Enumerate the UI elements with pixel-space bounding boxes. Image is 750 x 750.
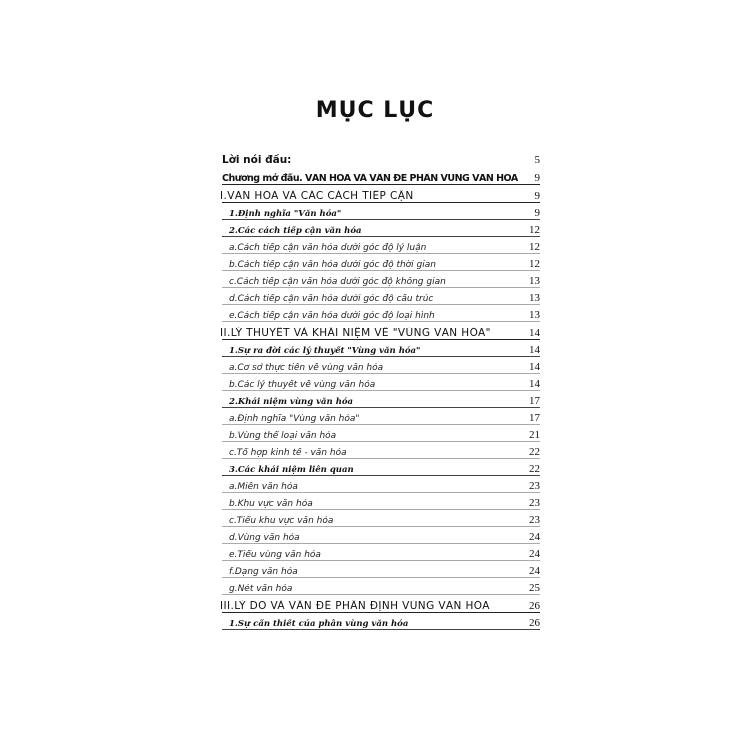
toc-entry-page: 13 xyxy=(529,309,540,321)
toc-entry xyxy=(222,166,540,185)
toc-entry xyxy=(222,203,540,220)
toc-entry-label: g.Nét văn hóa xyxy=(229,584,293,594)
toc-entry-page: 12 xyxy=(529,241,540,253)
toc-entry-page: 9 xyxy=(534,172,540,184)
toc-entry-label: d.Cách tiếp cận văn hóa dưới góc độ cấu trúc xyxy=(229,294,434,304)
toc-entry xyxy=(222,391,540,408)
toc-entry xyxy=(222,613,540,630)
toc-entry xyxy=(222,322,540,340)
toc-entry-page: 25 xyxy=(529,582,540,594)
toc-entry-label: 2.Khái niệm vùng văn hóa xyxy=(229,397,354,407)
toc-entry-label: 1.Định nghĩa "Văn hóa" xyxy=(229,209,342,219)
toc-entry-label: 1.Sự ra đời các lý thuyết "Vùng văn hóa" xyxy=(229,346,421,356)
toc-entry xyxy=(222,357,540,374)
toc-entry-page: 17 xyxy=(529,395,540,407)
toc-entry-label: 2.Các cách tiếp cận văn hóa xyxy=(229,226,362,236)
toc-entry-label: b.Vùng thể loại văn hóa xyxy=(229,431,337,441)
toc-entry xyxy=(222,578,540,595)
toc-entry-label: e.Tiểu vùng văn hóa xyxy=(229,550,321,560)
page-title: MỤC LỤC xyxy=(315,98,435,123)
toc-entry-label: b.Cách tiếp cận văn hóa dưới góc độ thời gian xyxy=(229,260,436,270)
toc-entry xyxy=(222,254,540,271)
toc-entry-page: 23 xyxy=(529,497,540,509)
toc-entry-label: a.Miền văn hóa xyxy=(229,482,298,492)
toc-entry xyxy=(222,237,540,254)
toc-entry xyxy=(222,425,540,442)
toc-entry-page: 23 xyxy=(529,480,540,492)
toc-entry-page: 22 xyxy=(529,463,540,475)
toc-entry xyxy=(222,271,540,288)
toc-entry xyxy=(222,493,540,510)
toc-entry-page: 5 xyxy=(534,154,540,166)
toc-entry-label: b.Các lý thuyết về vùng văn hóa xyxy=(229,380,376,390)
toc-entry-page: 21 xyxy=(529,429,540,441)
toc-entry-label: b.Khu vực văn hóa xyxy=(229,499,313,509)
toc-entry-page: 17 xyxy=(529,412,540,424)
toc-entry xyxy=(222,220,540,237)
toc-entry-label: Chương mở đầu. VĂN HÓA VÀ VẤN ĐỀ PHÂN VÙNG VĂN HÓA xyxy=(222,173,518,184)
toc-entry xyxy=(222,595,540,613)
toc-entry-page: 13 xyxy=(529,292,540,304)
toc-entry-label: a.Định nghĩa "Vùng văn hóa" xyxy=(229,414,360,424)
toc-entry-label: I.VĂN HÓA VÀ CÁC CÁCH TIẾP CẬN xyxy=(220,190,414,202)
toc-entry xyxy=(222,340,540,357)
toc-entry xyxy=(222,442,540,459)
toc-entry-label: c.Tiểu khu vực văn hóa xyxy=(229,516,334,526)
toc-entry-page: 12 xyxy=(529,224,540,236)
toc-entry-label: 3.Các khái niệm liên quan xyxy=(229,465,354,475)
toc-entry xyxy=(222,476,540,493)
toc-entry xyxy=(222,510,540,527)
toc-entry-page: 14 xyxy=(529,361,540,373)
toc-entry xyxy=(222,527,540,544)
toc-entry-page: 9 xyxy=(534,207,540,219)
toc-entry xyxy=(222,185,540,203)
toc-entry-label: a.Cách tiếp cận văn hóa dưới góc độ lý luận xyxy=(229,243,427,253)
toc-entry-label: c.Tổ hợp kinh tế - văn hóa xyxy=(229,448,347,458)
toc-entry-page: 26 xyxy=(529,617,540,629)
toc-entry-label: II.LÝ THUYẾT VÀ KHÁI NIỆM VỀ "VÙNG VĂN HÓA" xyxy=(220,327,491,339)
toc-entry xyxy=(222,288,540,305)
toc-entry xyxy=(222,408,540,425)
toc-entry-label: Lời nói đầu: xyxy=(222,154,292,166)
toc-entry-page: 24 xyxy=(529,531,540,543)
toc-entry-page: 22 xyxy=(529,446,540,458)
toc-entry-label: f.Dạng văn hóa xyxy=(229,567,298,577)
toc-entry-label: III.LÝ DO VÀ VẤN ĐỀ PHÂN ĐỊNH VÙNG VĂN HÓA xyxy=(220,600,490,612)
toc-entry-label: d.Vùng văn hóa xyxy=(229,533,300,543)
toc-entry-label: a.Cơ sở thực tiễn về vùng văn hóa xyxy=(229,363,384,373)
table-of-contents xyxy=(222,148,540,630)
toc-entry-page: 14 xyxy=(529,344,540,356)
toc-entry-page: 12 xyxy=(529,258,540,270)
toc-entry-label: 1.Sự cần thiết của phân vùng văn hóa xyxy=(229,619,409,629)
toc-entry-page: 9 xyxy=(534,190,540,202)
toc-entry-page: 13 xyxy=(529,275,540,287)
toc-entry xyxy=(222,374,540,391)
toc-entry xyxy=(222,561,540,578)
toc-entry xyxy=(222,148,540,166)
toc-entry-label: c.Cách tiếp cận văn hóa dưới góc độ không gian xyxy=(229,277,446,287)
toc-entry xyxy=(222,544,540,561)
toc-entry xyxy=(222,459,540,476)
toc-entry-page: 14 xyxy=(529,378,540,390)
toc-entry-page: 24 xyxy=(529,548,540,560)
toc-entry xyxy=(222,305,540,322)
toc-entry-label: e.Cách tiếp cận văn hóa dưới góc độ loại hình xyxy=(229,311,435,321)
toc-entry-page: 26 xyxy=(529,600,540,612)
toc-entry-page: 14 xyxy=(529,327,540,339)
toc-entry-page: 24 xyxy=(529,565,540,577)
toc-entry-page: 23 xyxy=(529,514,540,526)
